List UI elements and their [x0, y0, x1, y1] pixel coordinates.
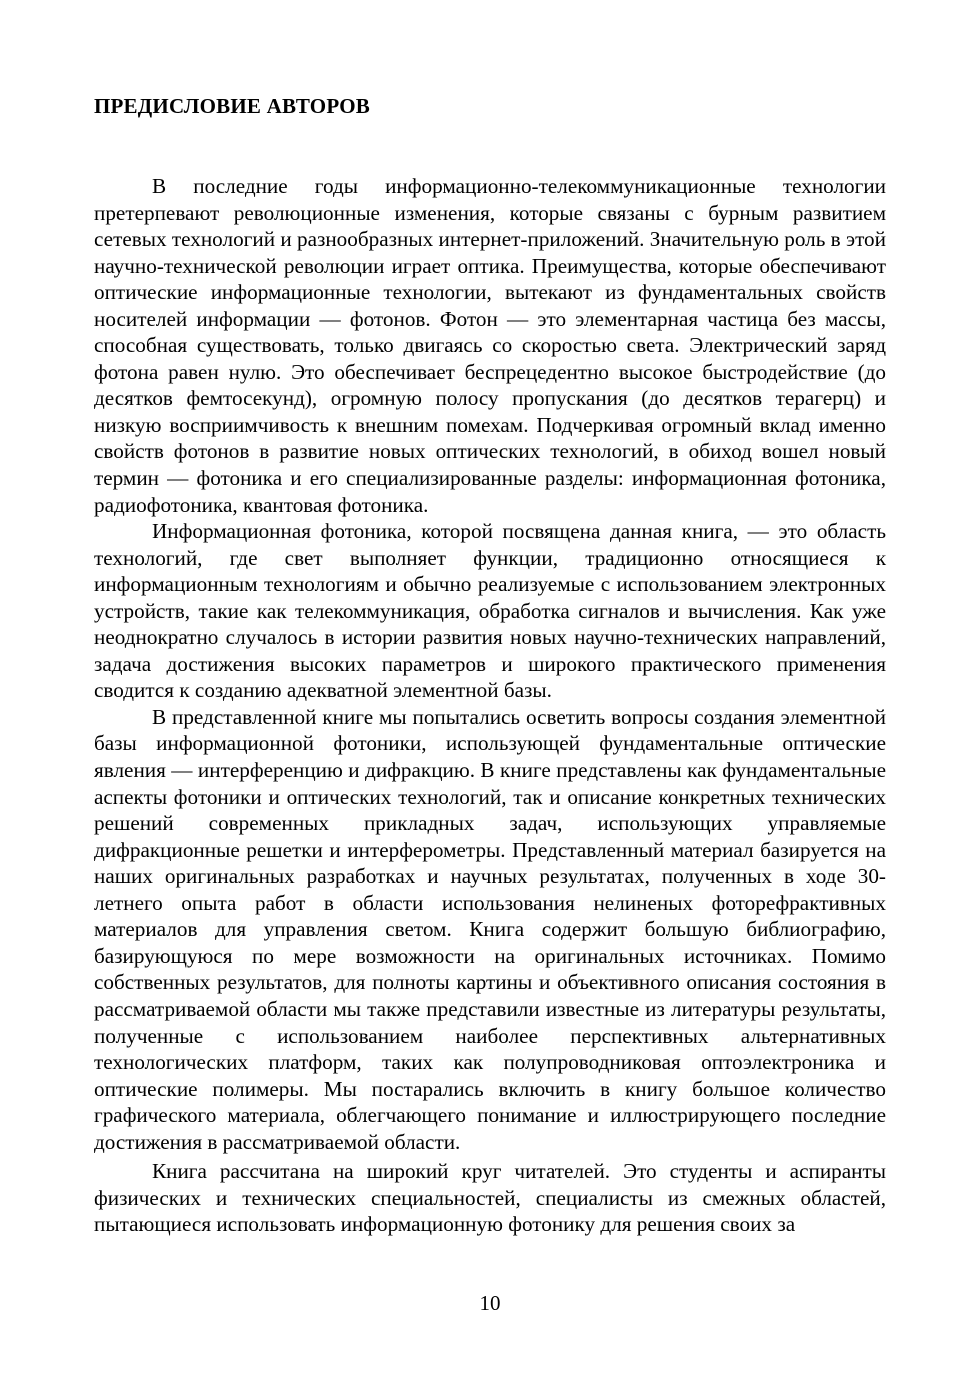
- document-page: [94, 0, 886, 1386]
- page-heading: ПРЕДИСЛОВИЕ АВТОРОВ: [94, 94, 370, 118]
- paragraph-information-photonics: Информационная фотоника, которой посвящена данная книга, — это область технологий, где свет выполняет функции, традиционно относящиеся к информационным технологиям и обычно реализуемые с использованием электронных устройств, такие как телекоммуникация, обработка сигналов и вычисления. Как уже неоднократно случалось в истории развития новых научно-технических направлений, задача достижения высоких параметров и широкого практического применения сводится к созданию адекватной элементной базы.: [94, 519, 886, 703]
- paragraph-intro: В последние годы информационно-телекоммуникационные технологии претерпевают революционные изменения, которые связаны с бурным развитием сетевых технологий и разнообразных интернет-приложений. Значительную роль в этой научно-технической революции играет оптика. Преимущества, которые обеспечивают оптические информационные технологии, вытекают из фундаментальных свойств носителей информации — фотонов. Фотон — это элементарная частица без массы, способная существовать, только двигаясь со скоростью света. Электрический заряд фотона равен нулю. Это обеспечивает беспрецедентно высокое быстродействие (до десятков фемтосекунд), огромную полосу пропускания (до десятков терагерц) и низкую восприимчивость к внешним помехам. Подчеркивая огромный вклад именно свойств фотонов в развитие новых оптических технологий, в обиход вошел новый термин — фотоника и его специализированные разделы: информационная фотоника, радиофотоника, квантовая фотоника.: [94, 174, 886, 517]
- page-number: 10: [479, 1291, 501, 1315]
- body-text: [94, 173, 886, 1238]
- paragraph-audience: Книга рассчитана на широкий круг читателей. Это студенты и аспиранты физических и технических специальностей, специалисты из смежных областей, пытающиеся использовать информационную фотонику для решения своих за: [94, 1159, 886, 1237]
- paragraph-book-content: В представленной книге мы попытались осветить вопросы создания элементной базы информационной фотоники, использующей фундаментальные оптические явления — интерференцию и дифракцию. В книге представлены как фундаментальные аспекты фотоники и оптических технологий, так и описание конкретных технических решений современных прикладных задач, использующих управляемые дифракционные решетки и интерферометры. Представленный материал базируется на наших оригинальных разработках и научных результатах, полученных в ходе 30-летнего опыта работ в области использования нелиненых фоторефрактивных материалов для управления светом. Книга содержит большую библиографию, базирующуюся по мере возможности на оригинальных источниках. Помимо собственных результатов, для полноты картины и объективного описания состояния в рассматриваемой области мы также представили известные из литературы результаты, полученные с использованием наиболее перспективных альтернативных технологических платформ, таких как полупроводниковая оптоэлектроника и оптические полимеры. Мы постарались включить в книгу большое количество графического материала, облегчающего понимание и иллюстрирующего последние достижения в рассматриваемой области.: [94, 704, 886, 1154]
